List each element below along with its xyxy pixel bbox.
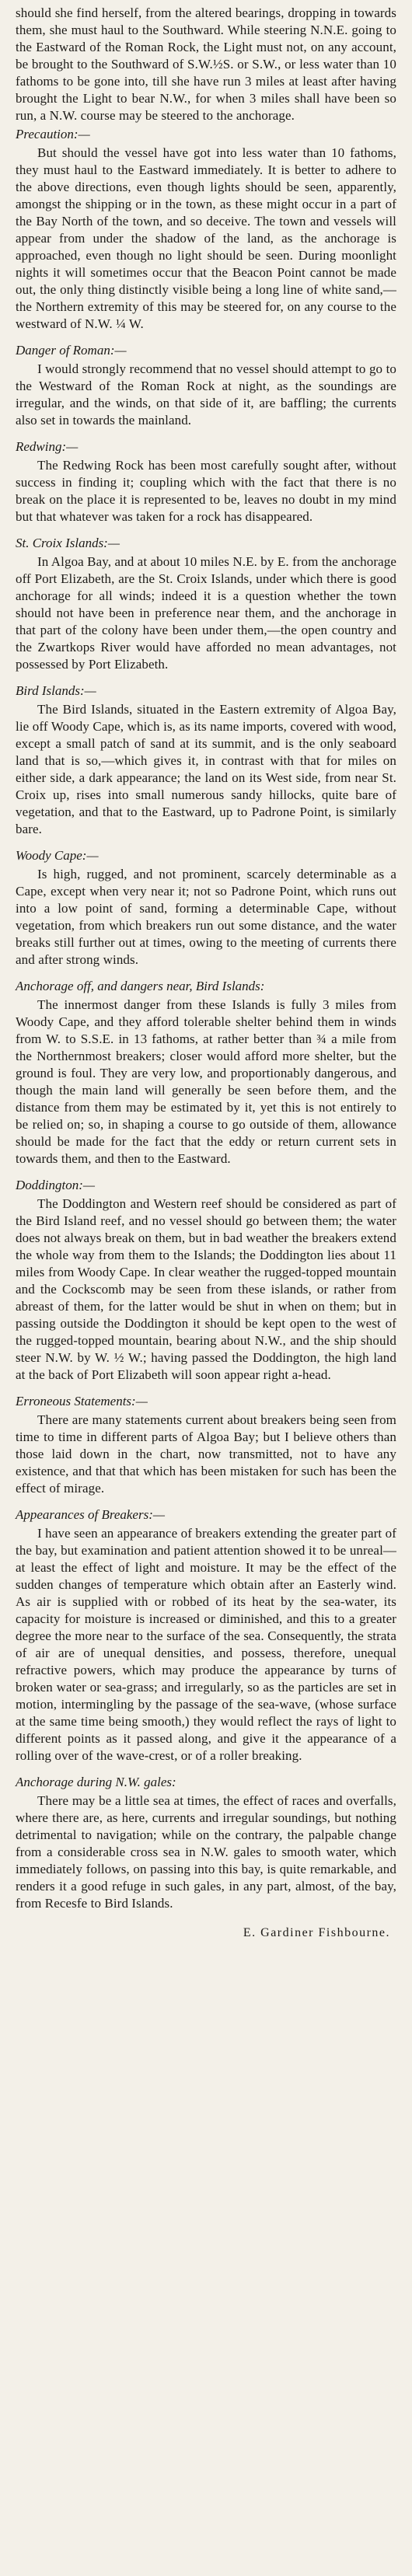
signature: E. Gardiner Fishbourne. <box>243 1926 390 1939</box>
section-heading: Redwing:— <box>16 439 79 454</box>
section <box>16 1393 396 1497</box>
section <box>16 1506 396 1764</box>
section-heading: Anchorage during N.W. gales: <box>16 1775 176 1789</box>
intro-paragraph: should she find herself, from the altered bearings, dropping in towards them, she must haul to the Southward. While steering N.N.E. going to the Eastward of the Roman Rock, the Light must not, on any account, be brought to the Southward of S.W.½S. or S.W., or less water than 10 fathoms to be gone into, till she have run 3 miles at least after having brought the Light to bear N.W., for when 3 miles shall have been so run, a N.W. course may be steered to the anchorage. <box>16 5 396 123</box>
section-heading: Doddington:— <box>16 1178 95 1192</box>
section-heading: St. Croix Islands:— <box>16 536 120 550</box>
sections-container <box>16 126 396 1912</box>
section-paragraph: The Doddington and Western reef should be considered as part of the Bird Island reef, and no vessel should go between them; the water does not always break on them, but in bad weather the breakers extend the whole way from them to the Islands; the Doddington lies about 11 miles from Woody Cape. In clear weather the rugged-topped mountain and the Cockscomb may be seen from these islands, or rather from abreast of them, for the latter would be shut in when on them; but in passing outside the Doddington it should be kept open to the west of the rugged-topped mountain, bearing about N.W., and the ship should steer N.W. by W. ½ W.; having passed the Doddington, the high land at the back of Port Elizabeth will soon appear right a-head. <box>16 1196 396 1382</box>
section-heading: Erroneous Statements:— <box>16 1394 148 1408</box>
section-paragraph: The innermost danger from these Islands is fully 3 miles from Woody Cape, and they afford tolerable shelter behind them in winds from W. to S.S.E. in 13 fathoms, at rather better than ¾ a mile from the Northernmost breakers; closer would afford more shelter, but the ground is foul. They are very low, and proportionably dangerous, and though the main land will generally be seen before them, and the distance from them may be estimated by it, yet this is not entirely to be relied on; so, in shaping a course to go outside of them, allowance should be made for the fact that the eddy or return current sets in towards them, and then to the Eastward. <box>16 997 396 1166</box>
section <box>16 535 396 673</box>
section <box>16 1177 396 1384</box>
section-paragraph: In Algoa Bay, and at about 10 miles N.E. by E. from the anchorage off Port Elizabeth, are the St. Croix Islands, under which there is good anchorage for all winds; indeed it is a question whether the town should not have been in preference near them, and the anchorage in that part of the colony have been under them,—the open country and the Zwartkops River would have afforded no mean advantages, not possessed by Port Elizabeth. <box>16 554 396 672</box>
section-paragraph: There may be a little sea at times, the effect of races and overfalls, where there are, as here, currents and irregular soundings, but nothing detrimental to navigation; while on the contrary, the palpable change from a considerable cross sea in N.W. gales to smooth water, which immediately follows, on passing into this bay, is quite remarkable, and renders it a good refuge in such gales, in any part, almost, of the bay, from Recesfe to Bird Islands. <box>16 1793 396 1911</box>
section-heading: Danger of Roman:— <box>16 343 127 358</box>
section-heading: Anchorage off, and dangers near, Bird Islands: <box>16 979 265 993</box>
section <box>16 682 396 838</box>
section-paragraph: There are many statements current about breakers being seen from time to time in different parts of Algoa Bay; but I believe others than those laid down in the chart, now transmitted, not to have any existence, and that that which has been mistaken for such has been the effect of mirage. <box>16 1412 396 1496</box>
section-paragraph: The Bird Islands, situated in the Eastern extremity of Algoa Bay, lie off Woody Cape, which is, as its name imports, covered with wood, except a small patch of sand at its summit, and is the only seaboard land that is so,—which gives it, in contrast with that for miles on either side, a dark appearance; the land on its West side, from near St. Croix up, rises into small numerous sandy hillocks, quite bare of vegetation, and that to the Eastward, up to Padrone Point, is similarly bare. <box>16 702 396 836</box>
section-heading: Appearances of Breakers:— <box>16 1507 165 1522</box>
section-paragraph: The Redwing Rock has been most carefully sought after, without success in finding it; coupling which with the fact that there is no break on the place it is represented to be, leaves no doubt in my mind but that whatever was taken for a rock has disappeared. <box>16 458 396 524</box>
section-heading: Precaution:— <box>16 127 90 141</box>
section <box>16 126 396 333</box>
section-paragraph: Is high, rugged, and not prominent, scarcely determinable as a Cape, except when very near it; not so Padrone Point, which runs out into a low point of sand, forming a determinable Cape, without vegetation, from which breakers run out some distance, and the water breaks still further out at times, owing to the meeting of currents there and after strong winds. <box>16 867 396 967</box>
section-paragraph: I have seen an appearance of breakers extending the greater part of the bay, but examination and patient attention showed it to be unreal—at least the effect of light and moisture. It may be the effect of the sudden changes of temperature which obtain after an Easterly wind. As air is supplied with or robbed of its heat by the sea-water, its capacity for moisture is increased or diminished, and this to a greater degree the more near to the surface of the sea. Consequently, the strata of air are of unequal densities, and possess, therefore, unequal refractive powers, which may produce the appearance by turns of broken water or sea-grass; and irregularly, so as the particles are set in motion, intermingling by the passage of the sea-wave, (whose surface at the same time being smooth,) they would reflect the rays of light to different points as it passed along, and give it the appearance of a rolling over of the wave-crest, or of a roller breaking. <box>16 1526 396 1763</box>
section <box>16 978 396 1168</box>
section <box>16 847 396 969</box>
section-paragraph: But should the vessel have got into less water than 10 fathoms, they must haul to the Eastward immediately. It is better to adhere to the above directions, even though lights should be seen, apparently, amongst the shipping or in the town, as these might occur in a part of the Bay North of the town, and so deceive. The town and vessels will appear from under the shadow of the land, as the anchorage is approached, even though no light should be seen. During moonlight nights it will sometimes occur that the Beacon Point cannot be made out, the only thing distinctly visible being a long line of white sand,—the Northern extremity of this may be steered for, on any course to the westward of N.W. ¼ W. <box>16 145 396 331</box>
section-heading: Woody Cape:— <box>16 848 99 863</box>
section <box>16 438 396 525</box>
section <box>16 1774 396 1912</box>
section-heading: Bird Islands:— <box>16 683 96 698</box>
section-paragraph: I would strongly recommend that no vessel should attempt to go to the Westward of the Roman Rock at night, as the soundings are irregular, and the winds, on that side of it, are baffling; the currents also set in towards the mainland. <box>16 361 396 428</box>
section <box>16 342 396 429</box>
